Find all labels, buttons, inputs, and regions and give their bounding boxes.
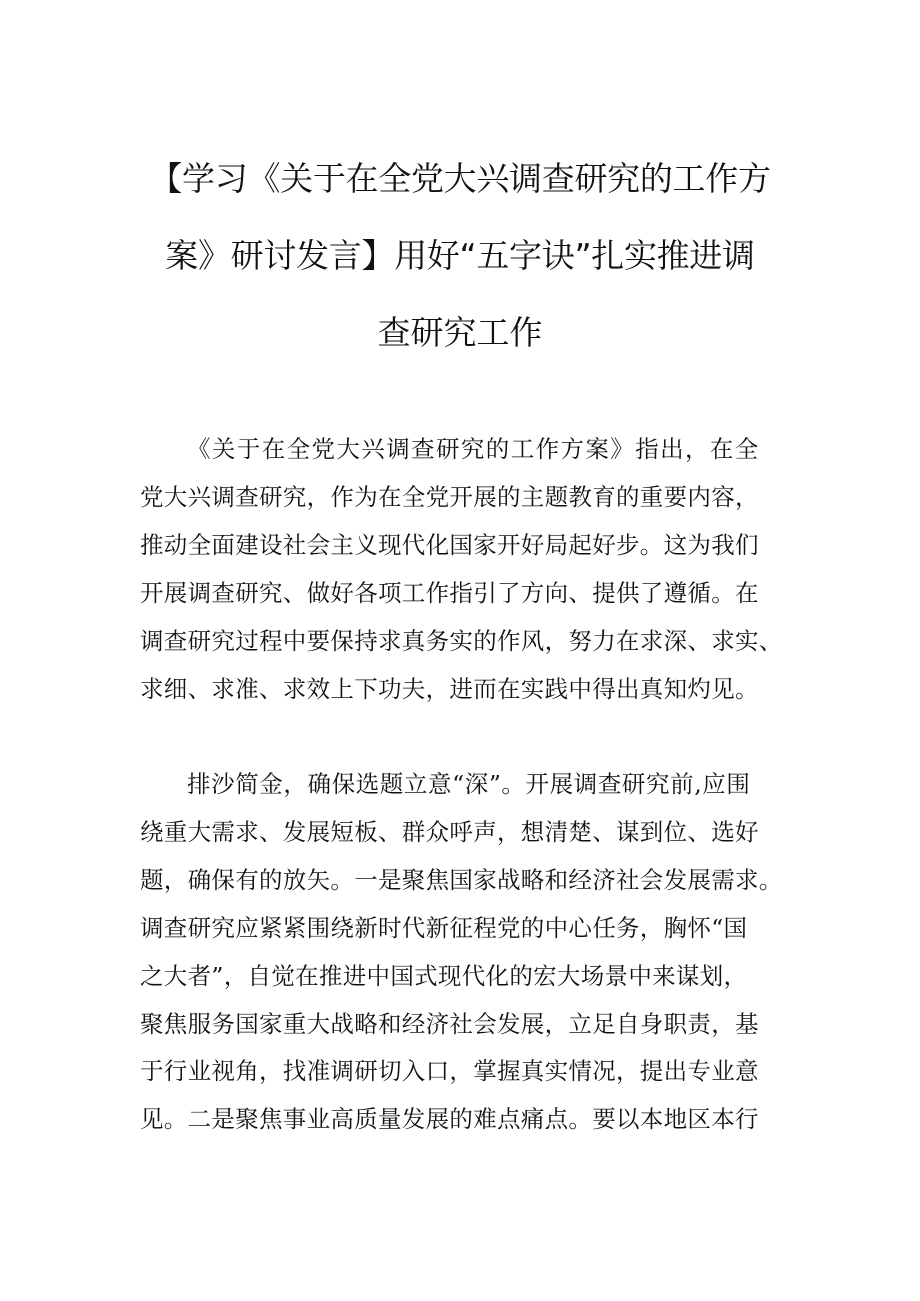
title-line: 【学习《关于在全党大兴调查研究的工作方 (149, 159, 771, 198)
paragraph-line: 调查研究过程中要保持求真务实的作风，努力在求深、求实、 (140, 626, 783, 655)
title-line: 查研究工作 (377, 313, 543, 352)
paragraph-line: 推动全面建设社会主义现代化国家开好局起好步。这为我们 (140, 530, 759, 559)
paragraph-line: 题，确保有的放矢。一是聚焦国家战略和经济社会发展需求。 (140, 865, 783, 894)
paragraph-line: 见。二是聚焦事业高质量发展的难点痛点。要以本地区本行 (140, 1105, 759, 1134)
paragraph-line: 《关于在全党大兴调查研究的工作方案》指出，在全 (187, 435, 760, 463)
paragraph-line: 排沙简金，确保选题立意“深”。开展调查研究前,应围 (187, 770, 751, 798)
body-paragraph (140, 426, 800, 713)
paragraph-line: 调查研究应紧紧围绕新时代新征程党的中心任务，胸怀“国 (140, 913, 748, 942)
title-line: 案》研讨发言】用好“五字诀”扎实推进调 (165, 236, 755, 275)
paragraph-line: 求细、求准、求效上下功夫，进而在实践中得出真知灼见。 (140, 674, 759, 703)
paragraph-line: 绕重大需求、发展短板、群众呼声，想清楚、谋到位、选好 (140, 817, 759, 846)
paragraph-line: 于行业视角，找准调研切入口，掌握真实情况，提出专业意 (140, 1057, 759, 1086)
paragraph-line: 开展调查研究、做好各项工作指引了方向、提供了遵循。在 (140, 578, 759, 607)
body-paragraph (140, 761, 800, 1144)
document-title (140, 140, 780, 371)
paragraph-line: 党大兴调查研究，作为在全党开展的主题教育的重要内容， (140, 482, 759, 511)
paragraph-line: 聚焦服务国家重大战略和经济社会发展，立足自身职责，基 (140, 1009, 759, 1038)
paragraph-line: 之大者”，自觉在推进中国式现代化的宏大场景中来谋划， (140, 961, 748, 990)
